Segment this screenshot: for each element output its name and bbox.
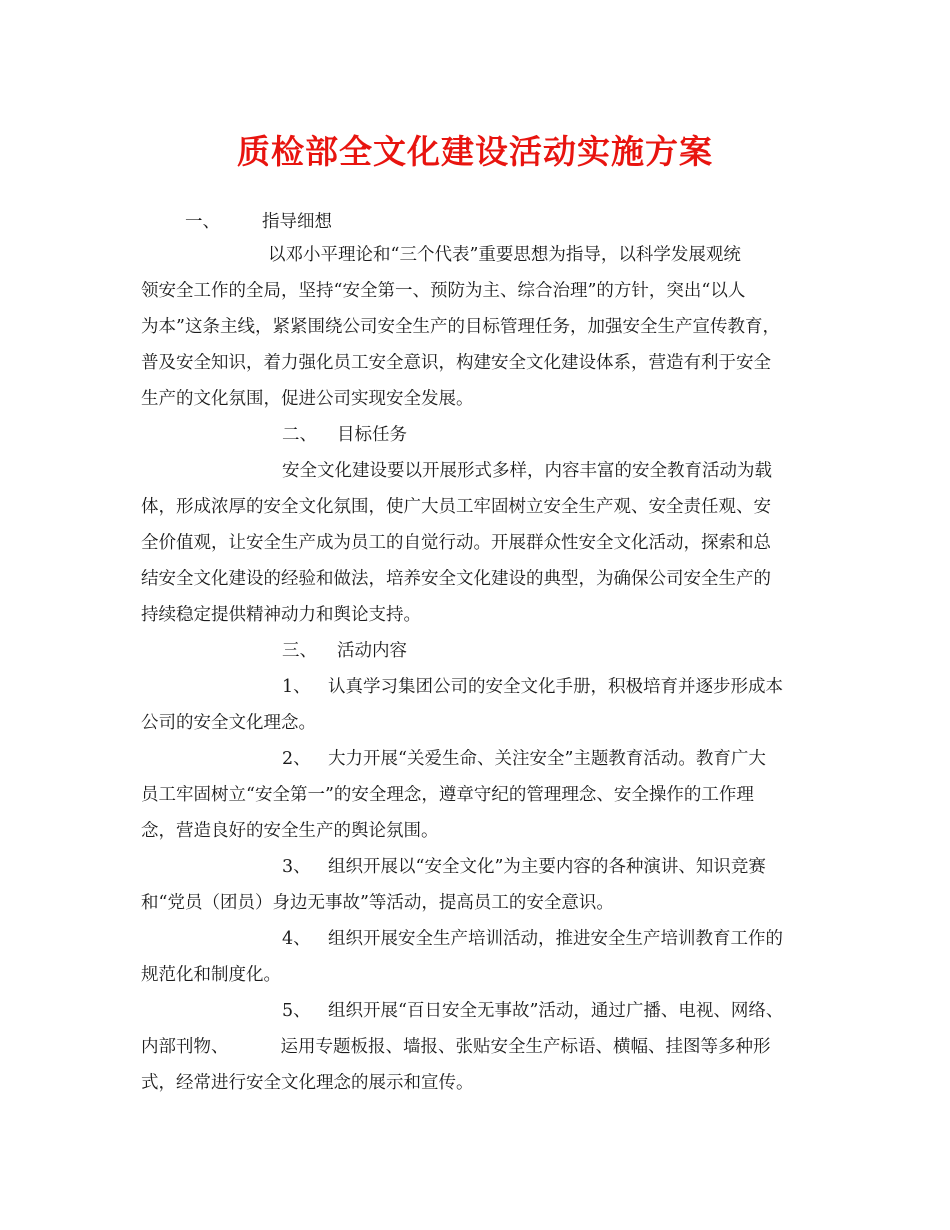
item-text: 组织开展以“安全文化”为主要内容的各种演讲、知识竞赛 bbox=[328, 857, 766, 877]
section-number: 一、 bbox=[185, 212, 220, 232]
paragraph-line: 公司的安全文化理念。 bbox=[141, 713, 316, 733]
list-item-2 bbox=[282, 747, 766, 771]
section-title: 指导细想 bbox=[262, 212, 332, 232]
section-heading-1 bbox=[185, 210, 332, 234]
paragraph-line: 念，营造良好的安全生产的舆论氛围。 bbox=[141, 821, 439, 841]
section-number: 三、 bbox=[282, 641, 317, 661]
section-title: 活动内容 bbox=[337, 641, 407, 661]
section-heading-2 bbox=[282, 423, 407, 447]
paragraph-line: 为本”这条主线，紧紧围绕公司安全生产的目标管理任务，加强安全生产宣传教育， bbox=[141, 317, 780, 337]
item-number: 1、 bbox=[282, 677, 311, 697]
paragraph-line: 规范化和制度化。 bbox=[141, 965, 281, 985]
paragraph-line: 普及安全知识，着力强化员工安全意识，构建安全文化建设体系，营造有利于安全 bbox=[141, 353, 771, 373]
paragraph-line: 员工牢固树立“安全第一”的安全理念，遵章守纪的管理理念、安全操作的工作理 bbox=[141, 785, 754, 805]
paragraph-line: 安全文化建设要以开展形式多样，内容丰富的安全教育活动为载 bbox=[282, 461, 772, 481]
section-title: 目标任务 bbox=[337, 425, 407, 445]
list-item-4 bbox=[282, 927, 783, 951]
paragraph-line: 结安全文化建设的经验和做法，培养安全文化建设的典型，为确保公司安全生产的 bbox=[141, 569, 771, 589]
line-segment: 运用专题板报、墙报、张贴安全生产标语、横幅、挂图等多种形 bbox=[280, 1037, 771, 1057]
item-number: 2、 bbox=[282, 749, 311, 769]
item-text: 认真学习集团公司的安全文化手册，积极培育并逐步形成本 bbox=[328, 677, 783, 697]
item-text: 组织开展安全生产培训活动，推进安全生产培训教育工作的 bbox=[328, 929, 783, 949]
document-title: 质检部全文化建设活动实施方案 bbox=[237, 132, 713, 171]
item-number: 3、 bbox=[282, 857, 311, 877]
item-text: 大力开展“关爱生命、关注安全”主题教育活动。教育广大 bbox=[328, 749, 766, 769]
item-number: 4、 bbox=[282, 929, 311, 949]
list-item-1 bbox=[282, 675, 783, 699]
section-heading-3 bbox=[282, 639, 407, 663]
section-number: 二、 bbox=[282, 425, 317, 445]
list-item-3 bbox=[282, 855, 766, 879]
list-item-5 bbox=[282, 999, 783, 1023]
line-segment: 内部刊物、 bbox=[141, 1037, 229, 1057]
item-text: 组织开展“百日安全无事故”活动，通过广播、电视、网络、 bbox=[328, 1001, 784, 1021]
paragraph-line: 以邓小平理论和“三个代表”重要思想为指导，以科学发展观统 bbox=[268, 245, 741, 265]
paragraph-line: 生产的文化氛围，促进公司实现安全发展。 bbox=[141, 389, 474, 409]
paragraph-line: 全价值观，让安全生产成为员工的自觉行动。开展群众性安全文化活动，探索和总 bbox=[141, 533, 771, 553]
paragraph-line bbox=[141, 1035, 771, 1059]
paragraph-line: 持续稳定提供精神动力和舆论支持。 bbox=[141, 605, 421, 625]
paragraph-line: 和“党员（团员）身边无事故”等活动，提高员工的安全意识。 bbox=[141, 893, 614, 913]
paragraph-line: 领安全工作的全局，坚持“安全第一、预防为主、综合治理”的方针，突出“以人 bbox=[141, 281, 746, 301]
paragraph-line: 体，形成浓厚的安全文化氛围，使广大员工牢固树立安全生产观、安全责任观、安 bbox=[141, 497, 771, 517]
paragraph-line: 式，经常进行安全文化理念的展示和宣传。 bbox=[141, 1073, 474, 1093]
item-number: 5、 bbox=[282, 1001, 311, 1021]
